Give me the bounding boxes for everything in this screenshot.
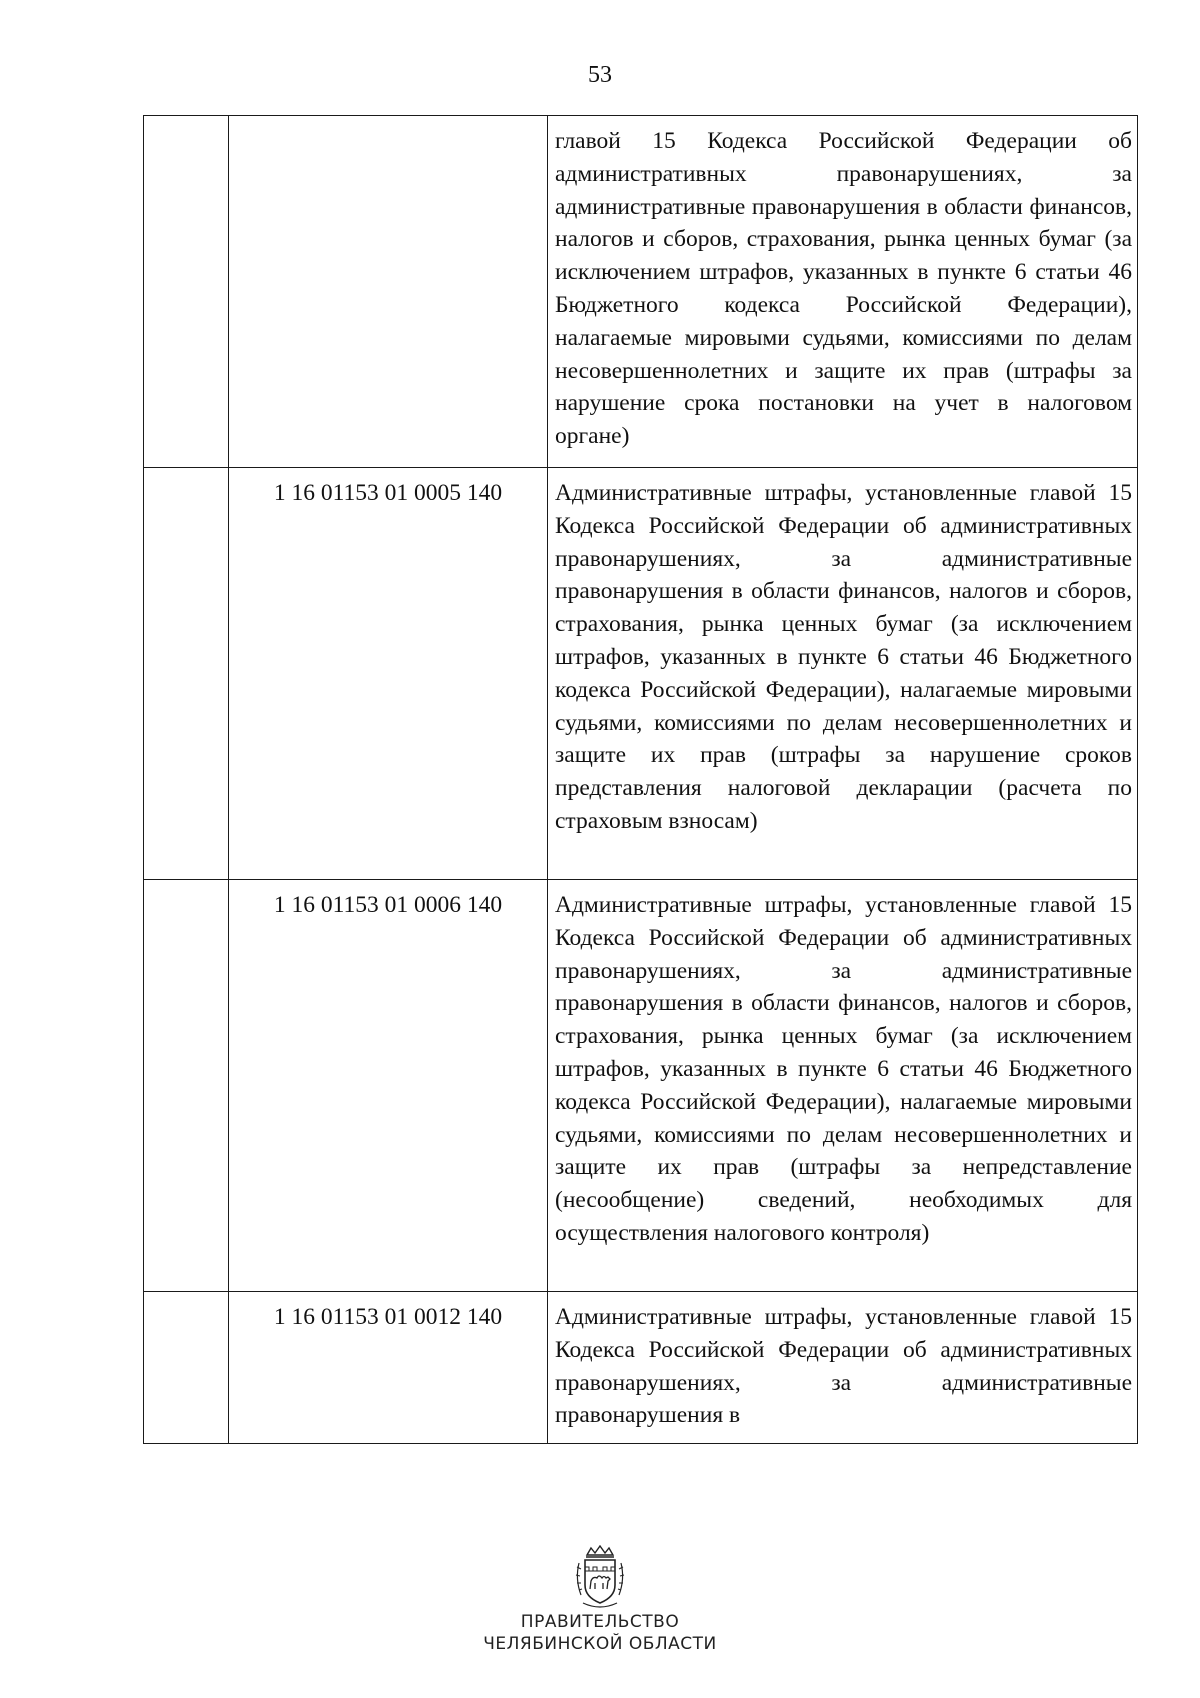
table-row — [144, 880, 1138, 1292]
kbk-code-cell: 1 16 01153 01 0006 140 — [229, 880, 548, 1292]
table-row — [144, 1292, 1138, 1444]
description-cell: Административные штрафы, установленные главой 15 Кодекса Российской Федерации об административных правонарушениях, за административные правонарушения в области финансов, налогов и сборов, страхования, рынка ценных бумаг (за исключением штрафов, указанных в пункте 6 статьи 46 Бюджетного кодекса Российской Федерации), налагаемые мировыми судьями, комиссиями по делам несовершеннолетних и защите их прав (штрафы за нарушение сроков представления налоговой декларации (расчета по страховым взносам) — [548, 468, 1138, 880]
admin-code-cell — [144, 116, 229, 468]
description-cell: главой 15 Кодекса Российской Федерации об административных правонарушениях, за административные правонарушения в области финансов, налогов и сборов, страхования, рынка ценных бумаг (за исключением штрафов, указанных в пункте 6 статьи 46 Бюджетного кодекса Российской Федерации), налагаемые мировыми судьями, комиссиями по делам несовершеннолетних и защите их прав (штрафы за нарушение срока постановки на учет в налоговом органе) — [548, 116, 1138, 468]
admin-code-cell — [144, 880, 229, 1292]
admin-code-cell — [144, 468, 229, 880]
document-footer — [0, 1545, 1200, 1655]
page-number: 53 — [588, 62, 612, 88]
kbk-code-cell: 1 16 01153 01 0012 140 — [229, 1292, 548, 1444]
kbk-code-cell — [229, 116, 548, 468]
chelyabinsk-coat-of-arms-icon — [573, 1545, 627, 1611]
description-cell: Административные штрафы, установленные главой 15 Кодекса Российской Федерации об административных правонарушениях, за административные правонарушения в — [548, 1292, 1138, 1444]
description-cell: Административные штрафы, установленные главой 15 Кодекса Российской Федерации об административных правонарушениях, за административные правонарушения в области финансов, налогов и сборов, страхования, рынка ценных бумаг (за исключением штрафов, указанных в пункте 6 статьи 46 Бюджетного кодекса Российской Федерации), налагаемые мировыми судьями, комиссиями по делам несовершеннолетних и защите их прав (штрафы за непредставление (несообщение) сведений, необходимых для осуществления налогового контроля) — [548, 880, 1138, 1292]
admin-code-cell — [144, 1292, 229, 1444]
budget-classification-table — [143, 115, 1138, 1444]
kbk-code-cell: 1 16 01153 01 0005 140 — [229, 468, 548, 880]
org-name-line-2: ЧЕЛЯБИНСКОЙ ОБЛАСТИ — [483, 1634, 717, 1654]
table-row — [144, 116, 1138, 468]
org-name-line-1: ПРАВИТЕЛЬСТВО — [520, 1612, 680, 1632]
table-row — [144, 468, 1138, 880]
